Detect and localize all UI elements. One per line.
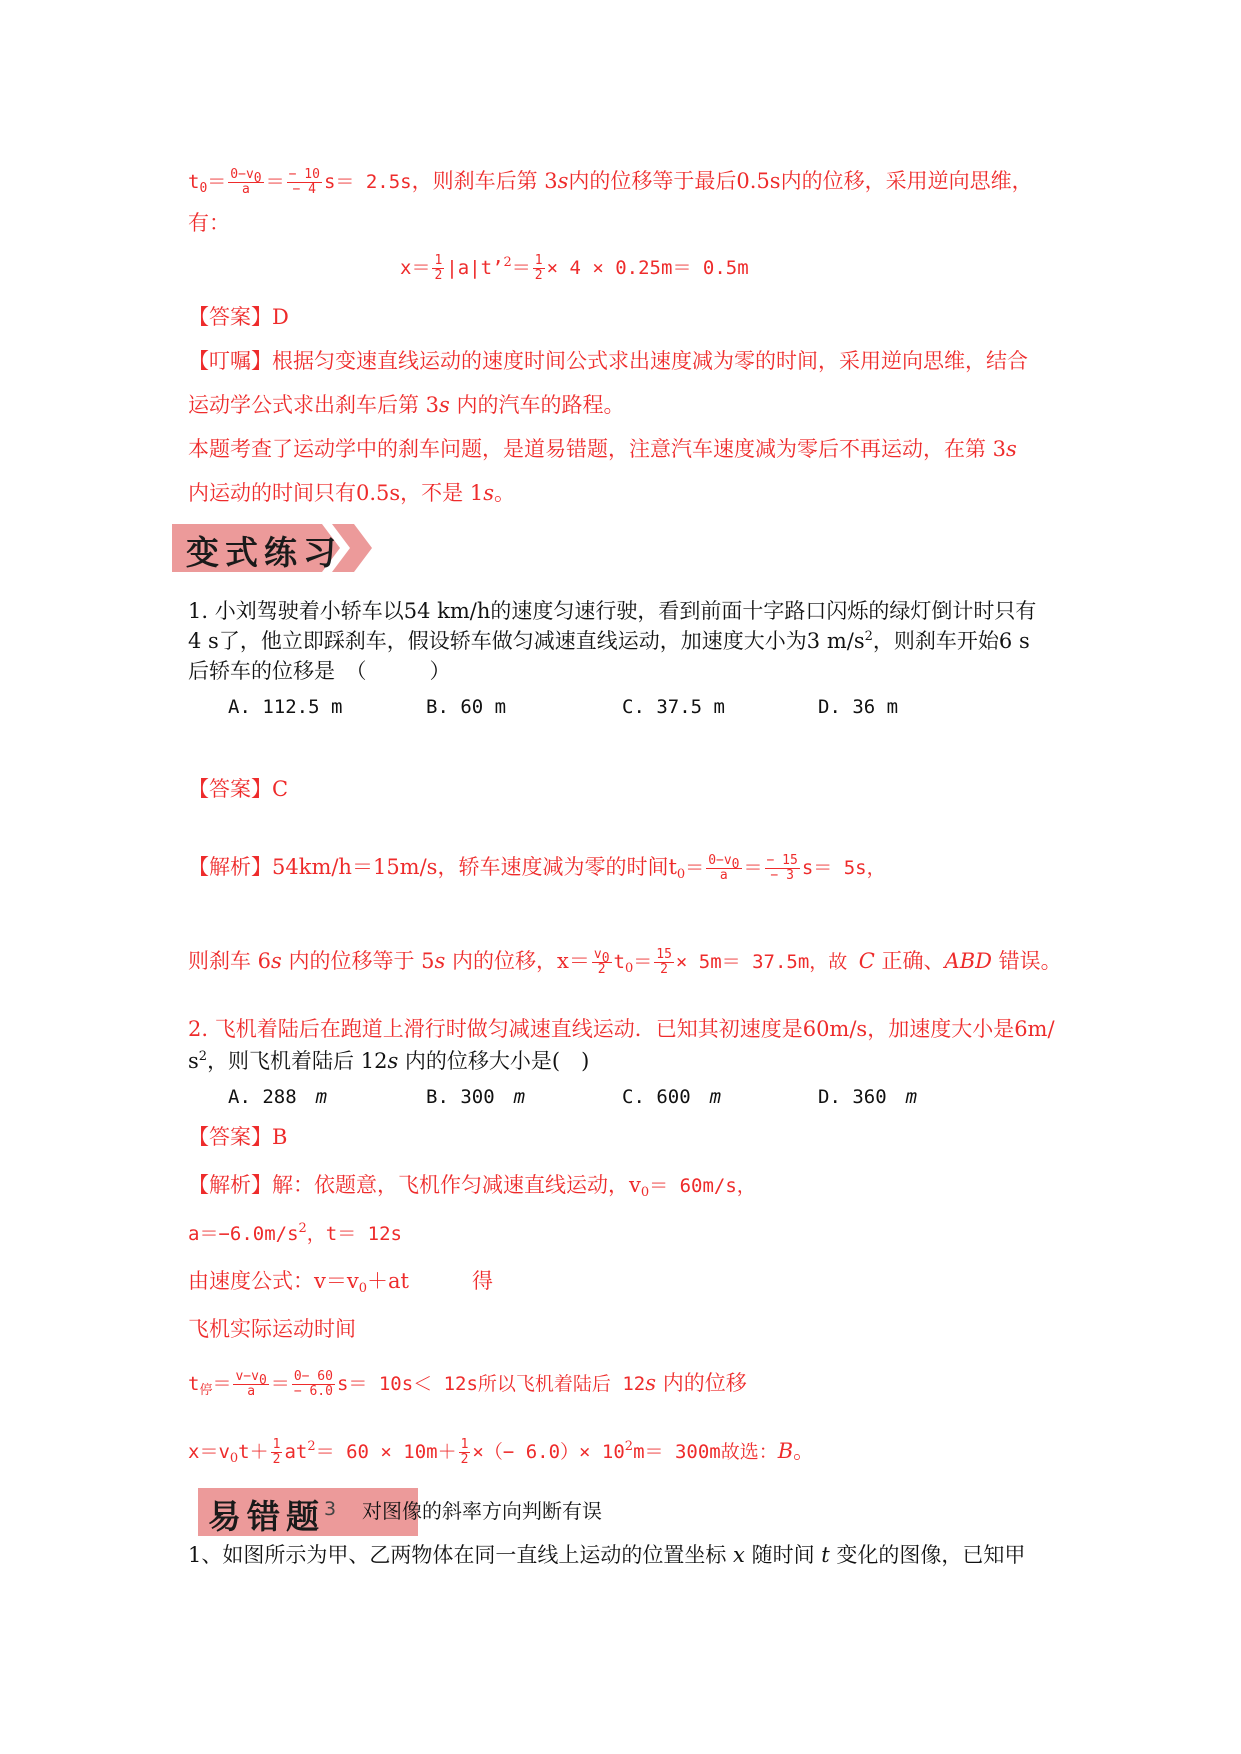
q1-option-c: C. 37.5 m: [622, 696, 725, 718]
answer-1: 【答案】D: [188, 305, 289, 329]
q2-analysis-3: 由速度公式：$v=v_0+at$ 得: [188, 1269, 493, 1296]
q2-answer: 【答案】B: [188, 1125, 288, 1149]
q3-line-1: 1、如图所示为甲、乙两物体在同一直线上运动的位置坐标 x 随时间 t 变化的图像，已知甲: [188, 1543, 1026, 1567]
q2-analysis-6: $x=v_0t+$ $\frac{1}{2}$ $at^2= 60 \times 10m+$ $\frac{1}{2}$ ×（− $6.0)\times 10^2m= 300m$故选：B。: [188, 1437, 815, 1467]
q2-line-1: 2. 飞机着陆后在跑道上滑行时做匀减速直线运动．已知其初速度是60m/s，加速度大小是6m/: [188, 1017, 1055, 1041]
q1-answer: 【答案】C: [188, 777, 289, 801]
q1-option-d: D. 36 m: [818, 696, 899, 718]
q2-analysis-2: $a=-6.0m/s^2$，t＝ 12s: [188, 1221, 402, 1245]
q2-option-d: D. 360 m: [818, 1086, 918, 1108]
q1-option-b: B. 60 m: [426, 696, 507, 718]
q1-line-2: 4 s了，他立即踩刹车，假设轿车做匀减速直线运动，加速度大小为3 $m/s^2$，则刹车开始6 s: [188, 629, 1030, 653]
variant-practice-banner: [172, 520, 382, 574]
tip-line-4: 内运动的时间只有0.5s，不是 1s。: [188, 481, 515, 505]
banner-title: 变式练习: [186, 533, 342, 572]
q2-analysis-1: 【解析】解：依题意，飞机作匀减速直线运动，$v_0= 60m/s$，: [188, 1173, 756, 1200]
tip-line-2: 运动学公式求出刹车后第 3s 内的汽车的路程。: [188, 393, 625, 417]
banner-title: 易错题: [208, 1497, 325, 1536]
x-formula: x＝ $\frac{1}{2}$ |a|t’$^2$＝ $\frac{1}{2}$ × 4 × 0.25m＝ 0.5m: [400, 253, 749, 283]
q1-analysis-line-1: 【解析】54km/h＝15m/s，轿车速度减为零的时间$t_0=$ $\frac{0-v_0}{a}$ ＝ $\frac{- 15}{- 3}$ s＝ 5s，: [188, 853, 886, 883]
q2-option-c: C. 600 m: [622, 1086, 722, 1108]
t0-formula-line: $t_0=$ $\frac{0-v_0}{a}$ ＝ $\frac{- 10}{- 4}$ s＝ 2.5s，则刹车后第 3s内的位移等于最后0.5s内的位移，采用逆向思维，: [188, 167, 1033, 197]
q2-analysis-4: 飞机实际运动时间: [188, 1317, 356, 1341]
q2-line-2: $s^2$，则飞机着陆后 12s 内的位移大小是( ): [188, 1049, 590, 1073]
q2-analysis-5: $t_停=$ $\frac{v-v_0}{a}$ ＝ $\frac{0- 60}{- 6.0}$ s＝ 10s＜ 12s所以飞机着陆后 12s 内的位移: [188, 1369, 747, 1399]
intro-line-2: 有：: [188, 211, 230, 235]
tip-line-1: 【叮嘱】根据匀变速直线运动的速度时间公式求出速度减为零的时间，采用逆向思维，结合: [188, 349, 1028, 373]
q2-option-b: B. 300 m: [426, 1086, 526, 1108]
q1-line-1: 1. 小刘驾驶着小轿车以54 km/h的速度匀速行驶，看到前面十字路口闪烁的绿灯倒计时只有: [188, 599, 1037, 623]
q1-option-a: A. 112.5 m: [228, 696, 343, 718]
q1-line-3: 后轿车的位移是 （ ）: [188, 659, 451, 683]
error-topic-title: 对图像的斜率方向判断有误: [362, 1499, 602, 1523]
q1-analysis-line-2: 则刹车 6s 内的位移等于 5s 内的位移，x＝ $\frac{v_0}{2}$ $t_0=$ $\frac{15}{2}$ × 5m＝ 37.5m，故 C 正确、ABD 错误。: [188, 947, 1062, 977]
banner-number: 3: [324, 1498, 337, 1520]
tip-line-3: 本题考查了运动学中的刹车问题，是道易错题，注意汽车速度减为零后不再运动，在第 3s: [188, 437, 1017, 461]
q2-option-a: A. 288 m: [228, 1086, 328, 1108]
